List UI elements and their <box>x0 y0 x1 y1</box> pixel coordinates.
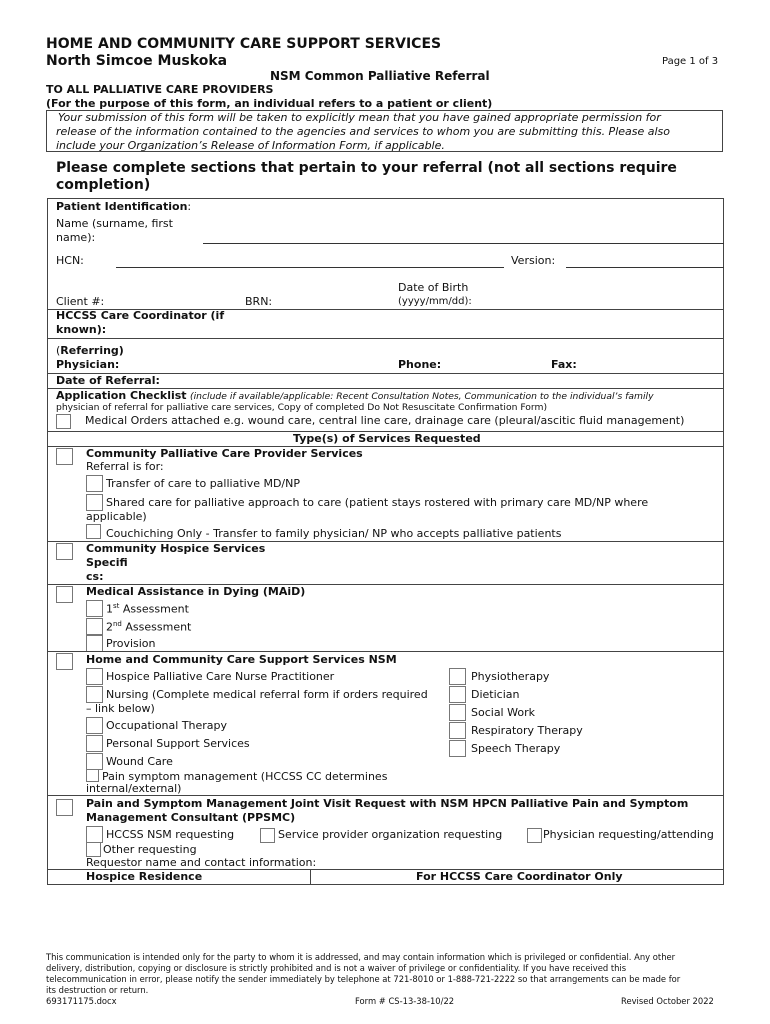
notice-line-2: release of the information contained to the agencies and services to whom you are submitting this. Please also <box>56 125 671 138</box>
ot-label: Occupational Therapy <box>106 719 228 732</box>
ppsmc-heading-1: Pain and Symptom Management Joint Visit Request with NSM HPCN Palliative Pain and Symptom <box>86 797 689 810</box>
couchiching-label: Couchiching Only - Transfer to family physician/ NP who accepts palliative patients <box>106 527 562 540</box>
transfer-care-label: Transfer of care to palliative MD/NP <box>106 477 301 490</box>
column-divider <box>310 869 311 885</box>
transfer-care-checkbox[interactable] <box>86 475 103 492</box>
instruction-line-2: completion) <box>56 177 151 193</box>
requestor-label: Requestor name and contact information: <box>86 856 317 869</box>
pain-management-checkbox[interactable] <box>86 769 99 782</box>
services-heading: Type(s) of Services Requested <box>293 432 481 445</box>
psw-checkbox[interactable] <box>86 735 103 752</box>
brn-label: BRN: <box>245 295 273 308</box>
first-assessment-checkbox[interactable] <box>86 600 103 617</box>
hccss-requesting-checkbox[interactable] <box>86 826 103 843</box>
other-requesting-checkbox[interactable] <box>86 842 101 857</box>
patient-id-heading: Patient Identification: <box>56 200 192 213</box>
name-label-2: name): <box>56 231 96 244</box>
ot-checkbox[interactable] <box>86 717 103 734</box>
speech-therapy-label: Speech Therapy <box>471 742 561 755</box>
disclaimer-line-1: This communication is intended only for the party to whom it is addressed, and may contain information which is privileged or confidential. Any other <box>46 952 676 962</box>
hcn-field[interactable] <box>116 267 504 268</box>
checklist-note-2: physician of referral for palliative care services, Copy of completed Do Not Resuscitate Confirmation Form) <box>56 402 548 413</box>
ppsmc-checkbox[interactable] <box>56 799 73 816</box>
hpcnp-label: Hospice Palliative Care Nurse Practitioner <box>106 670 335 683</box>
dietician-checkbox[interactable] <box>449 686 466 703</box>
notice-line-1: Your submission of this form will be taken to explicitly mean that you have gained appropriate permission for <box>58 111 661 124</box>
other-requesting-label: Other requesting <box>103 843 197 856</box>
wound-care-checkbox[interactable] <box>86 753 103 770</box>
hospice-services-heading: Community Hospice Services <box>86 542 266 555</box>
coordinator-label-2: known): <box>56 323 107 336</box>
nursing-checkbox[interactable] <box>86 686 103 703</box>
ppsmc-heading-2: Management Consultant (PPSMC) <box>86 811 296 824</box>
maid-checkbox[interactable] <box>56 586 73 603</box>
nursing-label-2: – link below) <box>86 702 155 715</box>
notice-line-3: include your Organization’s Release of Information Form, if applicable. <box>56 139 445 152</box>
dietician-label: Dietician <box>471 688 520 701</box>
maid-heading: Medical Assistance in Dying (MAiD) <box>86 585 306 598</box>
medical-orders-checkbox[interactable] <box>56 414 71 429</box>
version-label: Version: <box>511 254 556 267</box>
purpose-line: (For the purpose of this form, an individual refers to a patient or client) <box>46 97 493 110</box>
hospice-services-checkbox[interactable] <box>56 543 73 560</box>
fax-label: Fax: <box>551 358 577 371</box>
disclaimer-line-3: telecommunication in error, please notify the sender immediately by telephone at 721-8010 or 1-888-721-2222 so that arrangements can be made for <box>46 974 681 984</box>
referral-for-label: Referral is for: <box>86 460 164 473</box>
to-line: TO ALL PALLIATIVE CARE PROVIDERS <box>46 83 274 96</box>
organization-title: HOME AND COMMUNITY CARE SUPPORT SERVICES <box>46 36 442 52</box>
name-field[interactable] <box>203 243 724 244</box>
hccss-heading: Home and Community Care Support Services NSM <box>86 653 397 666</box>
physician-label-2: Physician: <box>56 358 120 371</box>
physician-requesting-checkbox[interactable] <box>527 828 542 843</box>
hccss-checkbox[interactable] <box>56 653 73 670</box>
speech-therapy-checkbox[interactable] <box>449 740 466 757</box>
spo-requesting-label: Service provider organization requesting <box>278 828 503 841</box>
instruction-line-1: Please complete sections that pertain to your referral (not all sections require <box>56 160 677 176</box>
coordinator-label-1: HCCSS Care Coordinator (if <box>56 309 225 322</box>
physician-label-1: (Referring) <box>56 344 124 357</box>
first-assessment-label: 1st Assessment <box>106 602 189 616</box>
checklist-heading-row: Application Checklist (include if available/applicable: Recent Consultation Notes, Communication to the individual’s family <box>56 389 654 402</box>
psw-label: Personal Support Services <box>106 737 250 750</box>
shared-care-label-1: Shared care for palliative approach to care (patient stays rostered with primary care MD/NP where <box>106 496 649 509</box>
coordinator-only-label: For HCCSS Care Coordinator Only <box>416 870 623 883</box>
form-title: NSM Common Palliative Referral <box>270 69 490 83</box>
pain-management-label-1: Pain symptom management (HCCSS CC determines <box>102 770 388 783</box>
provision-label: Provision <box>106 637 156 650</box>
respiratory-therapy-checkbox[interactable] <box>449 722 466 739</box>
social-work-checkbox[interactable] <box>449 704 466 721</box>
document-id: 693171175.docx <box>46 996 117 1006</box>
hospice-specifics-label-2: cs: <box>86 570 104 583</box>
social-work-label: Social Work <box>471 706 535 719</box>
referral-date-label: Date of Referral: <box>56 374 160 387</box>
form-number: Form # CS-13-38-10/22 <box>355 996 455 1006</box>
client-number-label: Client #: <box>56 295 105 308</box>
dob-label: Date of Birth <box>398 281 469 294</box>
provision-checkbox[interactable] <box>86 635 103 652</box>
phone-label: Phone: <box>398 358 442 371</box>
physiotherapy-label: Physiotherapy <box>471 670 550 683</box>
hospice-specifics-label-1: Specifi <box>86 556 128 569</box>
nursing-label-1: Nursing (Complete medical referral form if orders required <box>106 688 428 701</box>
respiratory-therapy-label: Respiratory Therapy <box>471 724 583 737</box>
dob-format: (yyyy/mm/dd): <box>398 296 472 307</box>
physician-requesting-label: Physician requesting/attending <box>543 828 714 841</box>
name-label-1: Name (surname, first <box>56 217 173 230</box>
hcn-label: HCN: <box>56 254 84 267</box>
divider <box>47 338 724 339</box>
cpcp-heading: Community Palliative Care Provider Services <box>86 447 363 460</box>
physiotherapy-checkbox[interactable] <box>449 668 466 685</box>
region-title: North Simcoe Muskoka <box>46 53 228 69</box>
shared-care-checkbox[interactable] <box>86 494 103 511</box>
shared-care-label-2: applicable) <box>86 510 147 523</box>
divider <box>47 795 724 796</box>
hccss-requesting-label: HCCSS NSM requesting <box>106 828 235 841</box>
disclaimer-line-2: delivery, distribution, copying or disclosure is strictly prohibited and is not a waiver of privilege or confidentiality. If you have received this <box>46 963 627 973</box>
revised-date: Revised October 2022 <box>621 996 714 1006</box>
medical-orders-label: Medical Orders attached e.g. wound care, central line care, drainage care (pleural/ascitic fluid management) <box>85 414 685 427</box>
page-number: Page 1 of 3 <box>662 56 719 67</box>
second-assessment-checkbox[interactable] <box>86 618 103 635</box>
pain-management-label-2: internal/external) <box>86 782 182 795</box>
wound-care-label: Wound Care <box>106 755 173 768</box>
couchiching-checkbox[interactable] <box>86 524 101 539</box>
disclaimer-line-4: its destruction or return. <box>46 985 149 995</box>
spo-requesting-checkbox[interactable] <box>260 828 275 843</box>
second-assessment-label: 2nd Assessment <box>106 620 192 634</box>
hospice-residence-label: Hospice Residence <box>86 870 203 883</box>
divider <box>47 651 724 652</box>
version-field[interactable] <box>566 267 724 268</box>
cpcp-checkbox[interactable] <box>56 448 73 465</box>
hpcnp-checkbox[interactable] <box>86 668 103 685</box>
